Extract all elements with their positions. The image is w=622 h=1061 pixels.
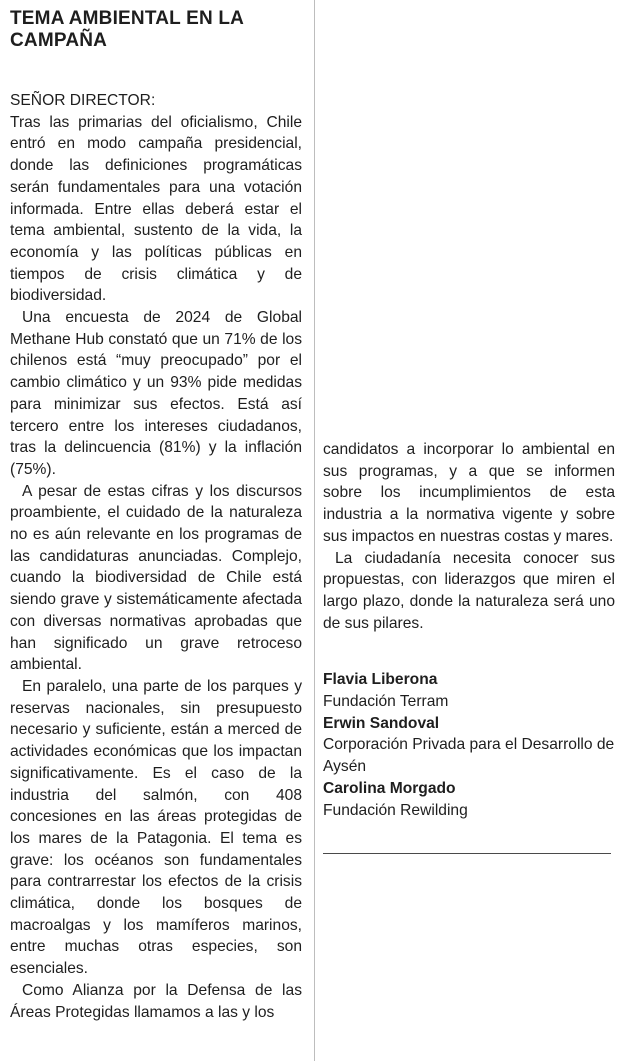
column-divider — [314, 0, 315, 1061]
signatory-name: Erwin Sandoval — [323, 714, 440, 732]
signatory-name: Flavia Liberona — [323, 671, 438, 689]
letter-column-left — [10, 8, 302, 1023]
paragraph-5-continued: candidatos a incorporar lo ambiental en sus programas, y a que se informen sobre los incumplimientos de esta industria a la normativa vigente y sobre sus impactos en nuestras costas y mares. — [323, 441, 615, 545]
letter-headline: TEMA AMBIENTAL EN LA CAMPAÑA — [10, 8, 244, 51]
end-rule — [323, 853, 611, 854]
paragraph-3: A pesar de estas cifras y los discursos proambiente, el cuidado de la naturaleza no es aún relevante en los programas de las candidaturas anunciadas. Complejo, cuando la biodiversidad de Chile está siendo grave y sistemáticamente afectada con diversas normativas aprobadas que han significado un grave retroceso ambiental. — [10, 482, 302, 674]
paragraph-2: Una encuesta de 2024 de Global Methane Hub constató que un 71% de los chilenos está “muy preocupado” por el cambio climático y un 93% pide medidas para minimizar sus efectos. Está así tercero entre los intereses ciudadanos, tras la delincuencia (81%) y la inflación (75%). — [10, 309, 302, 478]
signatory-organization: Corporación Privada para el Desarrollo de Aysén — [323, 736, 615, 776]
signatory-organization: Fundación Terram — [323, 693, 449, 711]
paragraph-6: La ciudadanía necesita conocer sus propuestas, con liderazgos que miren el largo plazo, donde la naturaleza será uno de sus pilares. — [323, 549, 615, 632]
paragraph-5: Como Alianza por la Defensa de las Áreas Protegidas llamamos a las y los — [10, 981, 302, 1021]
letter-column-right — [323, 439, 615, 854]
signatory-name: Carolina Morgado — [323, 779, 456, 797]
signatures — [323, 669, 615, 821]
salutation: SEÑOR DIRECTOR: — [10, 92, 156, 109]
signatory-organization: Fundación Rewilding — [323, 801, 468, 819]
paragraph-1: Tras las primarias del oficialismo, Chile entró en modo campaña presidencial, donde las definiciones programáticas serán fundamentales para una votación informada. Entre ellas deberá estar el tema ambiental, sustento de la vida, la economía y las políticas públicas en tiempos de crisis climática y de biodiversidad. — [10, 113, 302, 305]
paragraph-4: En paralelo, una parte de los parques y reservas nacionales, sin presupuesto necesario y suficiente, están a merced de actividades económicas que los impactan significativamente. Es el caso de la industria del salmón, con 408 concesiones en las áreas protegidas de los mares de la Patagonia. El tema es grave: los océanos son fundamentales para contrarrestar los efectos de la crisis climática, donde los bosques de macroalgas y los mamíferos marinos, entre muchas otras especies, son esenciales. — [10, 677, 302, 978]
